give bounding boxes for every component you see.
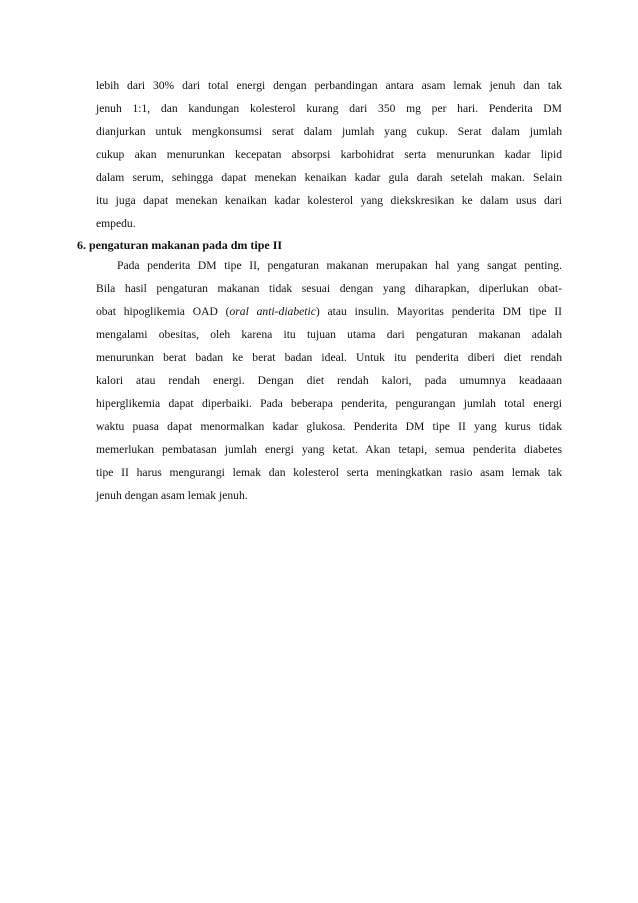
paragraph-line: cukup akan menurunkan kecepatan absorpsi karbohidrat serta menurunkan kadar lipid [96,148,562,161]
paragraph-line: Bila hasil pengaturan makanan tidak sesuai dengan yang diharapkan, diperlukan obat- [96,282,562,295]
paragraph-line: Pada penderita DM tipe II, pengaturan makanan merupakan hal yang sangat penting. [117,259,562,272]
paragraph-line: empedu. [96,217,136,230]
paragraph-line: dalam serum, sehingga dapat menekan kenaikan kadar gula darah setelah makan. Selain [96,171,562,184]
paragraph-line: jenuh dengan asam lemak jenuh. [96,489,248,502]
paragraph-line: menurunkan berat badan ke berat badan ideal. Untuk itu penderita diberi diet rendah [96,351,562,364]
paragraph-line: dianjurkan untuk mengkonsumsi serat dalam jumlah yang cukup. Serat dalam jumlah [96,125,562,138]
section-heading: 6. pengaturan makanan pada dm tipe II [77,238,283,252]
paragraph-line: tipe II harus mengurangi lemak dan kolesterol serta meningkatkan rasio asam lemak tak [96,466,562,479]
italic-term: oral anti-diabetic [229,305,316,318]
paragraph-line: memerlukan pembatasan jumlah energi yang ketat. Akan tetapi, semua penderita diabetes [96,443,562,456]
line-text: ) atau insulin. Mayoritas penderita DM tipe II [315,305,562,318]
line-text: obat hipoglikemia OAD ( [96,305,230,318]
paragraph-line: jenuh 1:1, dan kandungan kolesterol kurang dari 350 mg per hari. Penderita DM [96,102,562,115]
paragraph-line: itu juga dapat menekan kenaikan kadar kolesterol yang diekskresikan ke dalam usus dari [96,194,562,207]
paragraph-line: waktu puasa dapat menormalkan kadar glukosa. Penderita DM tipe II yang kurus tidak [96,420,562,433]
paragraph-line: hiperglikemia dapat diperbaiki. Pada beberapa penderita, pengurangan jumlah total energi [96,397,562,410]
paragraph-line: kalori atau rendah energi. Dengan diet rendah kalori, pada umumnya keadaaan [96,374,562,387]
paragraph-line: mengalami obesitas, oleh karena itu tujuan utama dari pengaturan makanan adalah [96,328,562,341]
paragraph-line [96,304,562,320]
paragraph-line: lebih dari 30% dari total energi dengan perbandingan antara asam lemak jenuh dan tak [96,79,562,92]
